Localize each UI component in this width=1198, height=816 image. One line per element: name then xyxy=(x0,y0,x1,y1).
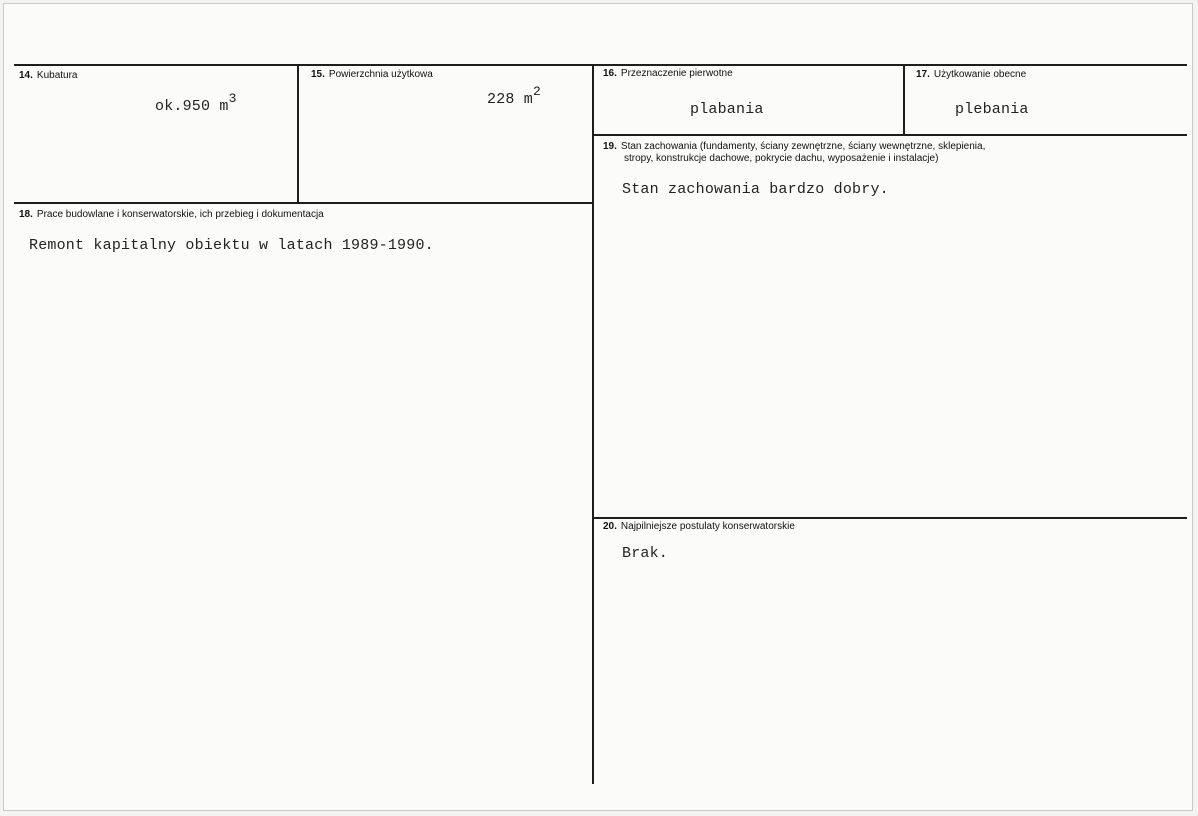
field-19-value: Stan zachowania bardzo dobry. xyxy=(622,181,889,198)
field-16-label xyxy=(603,68,733,80)
field-14-value-exponent: 3 xyxy=(228,91,237,106)
field-15-value-text: 228 m xyxy=(487,91,534,108)
field-17-value: plebania xyxy=(955,101,1029,118)
field-16-title: Przeznaczenie pierwotne xyxy=(620,68,733,79)
field-17-label xyxy=(916,69,1026,81)
field-20-label xyxy=(603,521,795,533)
field-16-number: 16. xyxy=(603,68,617,79)
field-18-title: Prace budowlane i konserwatorskie, ich przebieg i dokumentacja xyxy=(36,209,324,220)
field-14-value-text: ok.950 m xyxy=(155,98,229,115)
center-divider xyxy=(592,64,594,784)
field-20-title: Najpilniejsze postulaty konserwatorskie xyxy=(620,521,795,532)
field-15-value xyxy=(487,86,541,108)
top-rule xyxy=(14,64,1187,66)
rule-above-20 xyxy=(594,517,1187,519)
field-14-number: 14. xyxy=(19,70,33,81)
field-15-label xyxy=(311,69,433,81)
field-20-number: 20. xyxy=(603,521,617,532)
rule-under-14-15 xyxy=(14,202,594,204)
field-15-value-exponent: 2 xyxy=(533,84,542,99)
record-card xyxy=(3,3,1193,811)
field-18-label xyxy=(19,209,324,221)
field-15-title: Powierzchnia użytkowa xyxy=(328,69,433,80)
field-16-value: plabania xyxy=(690,101,764,118)
field-17-number: 17. xyxy=(916,69,930,80)
field-14-value xyxy=(155,93,237,115)
field-19-label xyxy=(603,141,1073,165)
field-18-number: 18. xyxy=(19,209,33,220)
divider-14-15 xyxy=(297,64,299,204)
field-18-value: Remont kapitalny obiektu w latach 1989-1990. xyxy=(29,237,434,254)
field-17-title: Użytkowanie obecne xyxy=(933,69,1027,80)
field-14-label xyxy=(19,70,78,82)
rule-under-16-17 xyxy=(594,134,1187,136)
field-19-title-line1: Stan zachowania (fundamenty, ściany zewnętrzne, ściany wewnętrzne, sklepienia, xyxy=(620,141,986,152)
field-20-value: Brak. xyxy=(622,545,669,562)
field-19-number: 19. xyxy=(603,141,617,152)
field-19-title-line2: stropy, konstrukcje dachowe, pokrycie dachu, wyposażenie i instalacje) xyxy=(624,153,939,164)
field-14-title: Kubatura xyxy=(36,70,78,81)
divider-16-17 xyxy=(903,64,905,136)
field-15-number: 15. xyxy=(311,69,325,80)
